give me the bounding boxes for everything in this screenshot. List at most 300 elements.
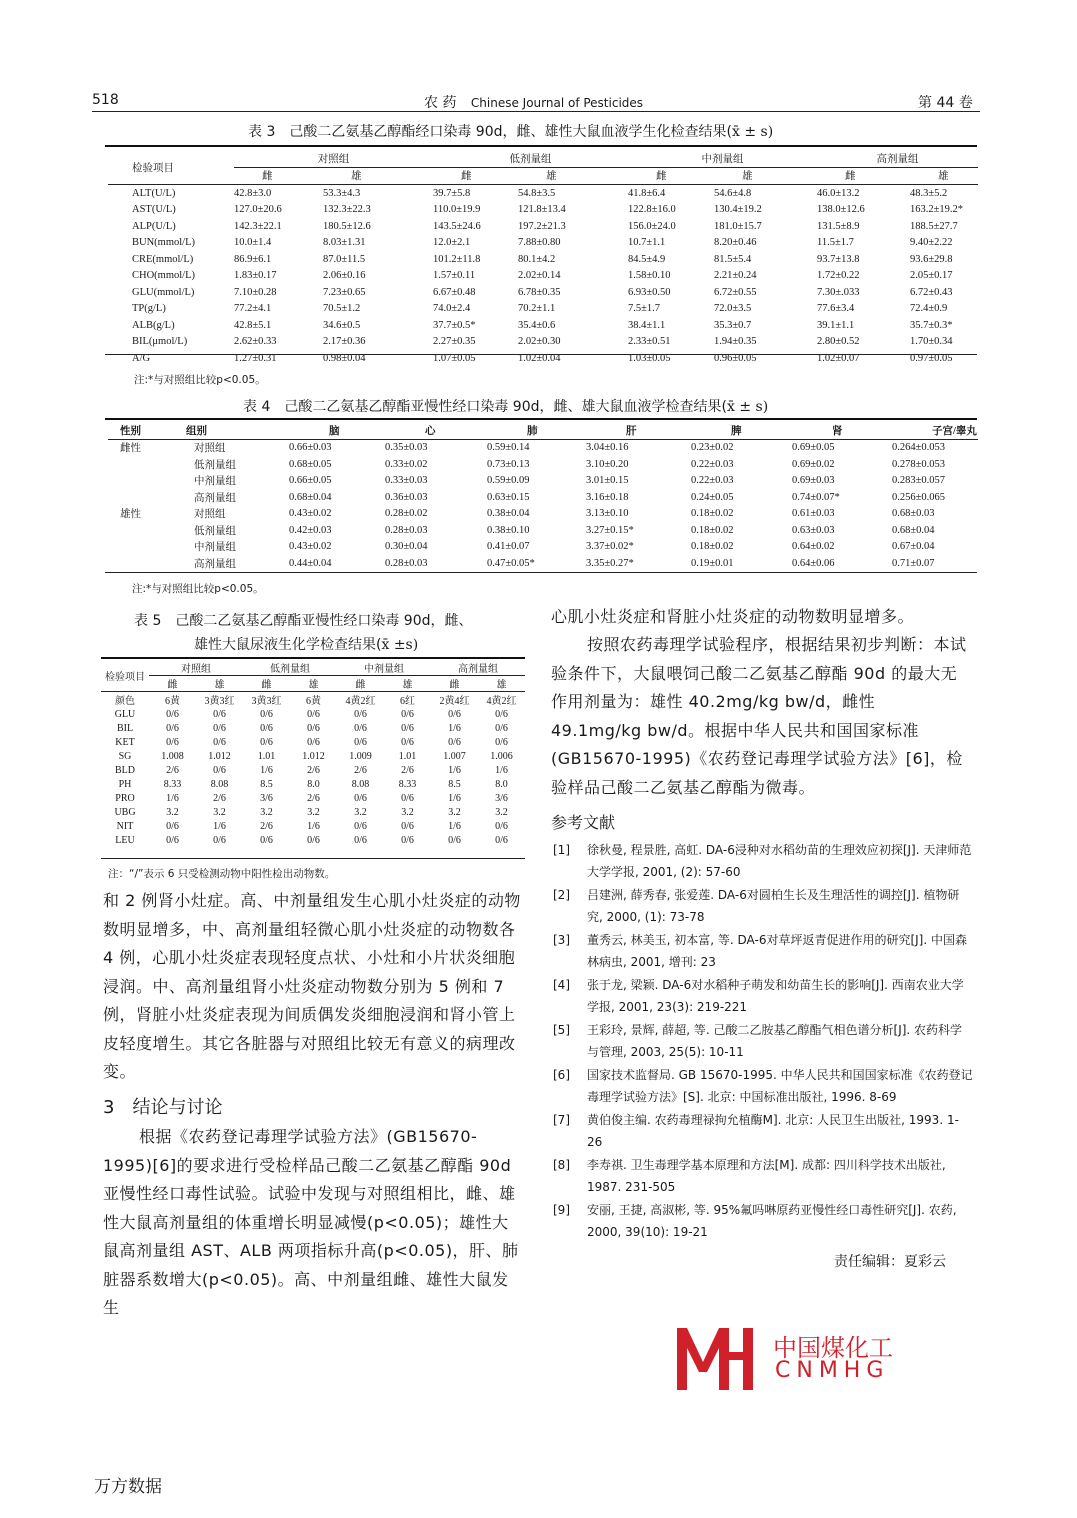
table4-row (108, 539, 978, 556)
table5-cell: 2/6 (166, 764, 179, 776)
table3-row (108, 251, 978, 268)
table4-cell: 3.10±0.20 (586, 458, 629, 470)
table3-group-header: 对照组 (234, 150, 433, 167)
table4-cell: 0.28±0.02 (385, 508, 428, 520)
table4-cell: 3.01±0.15 (586, 475, 629, 487)
table3-cell: 9.40±2.22 (910, 237, 953, 249)
table5-sex-header: 雄 (496, 680, 507, 691)
table3-cell: 188.5±27.7 (910, 220, 958, 232)
table4-cell: 3.04±0.16 (586, 442, 629, 454)
table5-cell: 1.008 (161, 750, 184, 762)
table3-cell: 130.4±19.2 (714, 204, 762, 216)
table5-cell: 0/6 (495, 820, 508, 832)
left-para2: 根据《农药登记毒理学试验方法》(GB15670-1995)[6]的要求进行受检样品己酸二乙氨基乙醇酯 90d 亚慢性经口毒性试验。试验中发现与对照组相比，雌、雄性大鼠高剂量组的体重增长明显减慢(p<0.05)；雄性大鼠高剂量组 AST、ALB 两项指标升高(p<0.05)，肝、肺脏器系数增大(p<0.05)。高、中剂量组雌、雄性大鼠发生 (103, 1127, 519, 1317)
table4-header: 组别 (186, 425, 207, 437)
table4-row (108, 506, 978, 523)
table4-cell (108, 555, 186, 572)
table4-cell: 中剂量组 (194, 476, 236, 488)
logo-cn: 中国煤化工 (773, 1334, 893, 1362)
reference-item (553, 1020, 973, 1063)
reference-item (553, 840, 973, 883)
table5-cell: 8.0 (495, 778, 508, 790)
table5-cell: 0/6 (401, 820, 414, 832)
table3-caption-stat: x̄ ± s) (731, 124, 774, 140)
table3-cell: 81.5±5.4 (714, 253, 752, 265)
table5-top-rule (101, 657, 525, 659)
table3-cell: 2.02±0.30 (518, 336, 561, 348)
table5-cell: 3黄3红 (251, 696, 282, 707)
table3-cell: 6.72±0.43 (910, 286, 953, 298)
table3-caption-text: 表 3 己酸二乙氨基乙醇酯经口染毒 90d，雌、雄性大鼠血液学生化检查结果( (248, 124, 732, 140)
table5-cell: 8.33 (398, 778, 417, 790)
table3-sex-header: 雄 (351, 171, 362, 183)
table3-cell: 93.6±29.8 (910, 253, 953, 265)
table3-cell: 2.17±0.36 (323, 336, 366, 348)
editor: 责任编辑：夏彩云 (834, 1254, 946, 1270)
table4 (108, 422, 978, 572)
table5-item-label: BIL (116, 722, 134, 734)
table5-cell: 1.009 (349, 750, 372, 762)
table3-cell: 2.27±0.35 (433, 336, 476, 348)
table4-cell: 0.63±0.15 (487, 491, 530, 503)
table5-cell: 1/6 (260, 764, 273, 776)
table3-cell: 54.8±3.5 (518, 187, 556, 199)
table5-cell: 0/6 (166, 834, 179, 846)
journal-en: Chinese Journal of Pesticides (470, 96, 644, 110)
table3-cell: 1.27±0.31 (234, 352, 277, 364)
table3-sex-header: 雄 (742, 171, 753, 183)
table3-cell: 7.88±0.80 (518, 237, 561, 249)
table3-row (108, 284, 978, 301)
table4-cell: 0.18±0.02 (691, 541, 734, 553)
table5-cell: 0/6 (307, 722, 320, 734)
table5-cell: 1.01 (398, 750, 417, 762)
table5-cell: 0/6 (495, 736, 508, 748)
table5-row (101, 805, 525, 819)
table3-cell: 1.02±0.07 (817, 352, 860, 364)
table4-row (108, 522, 978, 539)
table4-cell: 0.64±0.06 (792, 557, 835, 569)
table4-header: 心 (425, 425, 436, 437)
table5-cell: 0/6 (307, 736, 320, 748)
table3-cell: 72.4±0.9 (910, 303, 948, 315)
table3-cell: 122.8±16.0 (628, 204, 676, 216)
table5-cell: 0/6 (213, 834, 226, 846)
table4-cell: 3.16±0.18 (586, 491, 629, 503)
page-number: 518 (92, 92, 119, 108)
table3-cell: 6.78±0.35 (518, 286, 561, 298)
table5-cell: 6红 (400, 696, 415, 707)
table4-cell: 0.74±0.07* (792, 491, 840, 503)
table5-cell: 1/6 (166, 792, 179, 804)
table4-cell: 0.68±0.04 (892, 524, 935, 536)
table3-cell: 197.2±21.3 (518, 220, 566, 232)
table3-sex-header: 雌 (845, 171, 856, 183)
table3-cell: 121.8±13.4 (518, 204, 566, 216)
table5-row (101, 735, 525, 749)
table4-cell: 雌性 (120, 443, 141, 455)
logo-en: CNMHG (775, 1358, 890, 1383)
table5-cell: 0/6 (448, 834, 461, 846)
table5-cell: 0/6 (354, 792, 367, 804)
table3-cell: 110.0±19.9 (433, 204, 481, 216)
table3-item-label: GLU(mmol/L) (132, 286, 195, 298)
reference-number: [9] (553, 1203, 570, 1217)
table4-row (108, 473, 978, 490)
table3-cell: 0.98±0.04 (323, 352, 366, 364)
table5-caption-stat: x̄ ±s) (381, 637, 419, 653)
table5-cell: 3.2 (213, 806, 226, 818)
table5-cell: 0/6 (495, 834, 508, 846)
table4-caption-text: 表 4 己酸二乙氨基乙醇酯亚慢性经口染毒 90d，雌、雄大鼠血液学检查结果( (243, 399, 727, 415)
table3-cell: 7.10±0.28 (234, 286, 277, 298)
table4-cell: 0.23±0.02 (691, 442, 734, 454)
table5-cell: 8.08 (351, 778, 370, 790)
table4-cell: 0.64±0.02 (792, 541, 835, 553)
table3-note: 注:*与对照组比较p<0.05。 (134, 374, 266, 386)
table4-cell: 0.283±0.057 (892, 475, 946, 487)
table5-item-label: GLU (114, 708, 136, 720)
table5-sex-header: 雄 (308, 680, 319, 691)
reference-text: 吕建洲, 薛秀春, 张爱莲. DA-6对圆柏生长及生理活性的调控[J]. 植物研究, 2000, (1): 73-78 (587, 888, 960, 924)
table4-cell: 0.33±0.02 (385, 458, 428, 470)
table3-cell: 93.7±13.8 (817, 253, 860, 265)
table5-cell: 2/6 (354, 764, 367, 776)
table5-item-label: KET (115, 736, 135, 748)
table3-cell: 1.94±0.35 (714, 336, 757, 348)
table5-cell: 6黄 (306, 696, 321, 707)
table3-cell: 42.8±5.1 (234, 319, 272, 331)
table4-cell: 3.37±0.02* (586, 541, 634, 553)
table4-cell: 0.42±0.03 (289, 524, 332, 536)
table5-cell: 0/6 (260, 708, 273, 720)
table5-cell: 8.5 (260, 778, 273, 790)
table5-cell: 6黄 (165, 696, 180, 707)
table4-cell: 0.59±0.14 (487, 442, 530, 454)
table5-cell: 1/6 (448, 792, 461, 804)
table5-cell: 0/6 (213, 722, 226, 734)
table5-item-header: 检验项目 (105, 672, 145, 683)
table5-cell: 0/6 (166, 708, 179, 720)
reference-number: [2] (553, 888, 570, 902)
table5-cell: 0/6 (260, 736, 273, 748)
table5-cell: 0/6 (401, 736, 414, 748)
table5-cell: 1/6 (448, 722, 461, 734)
table5-row (101, 819, 525, 833)
reference-text: 董秀云, 林美玉, 初本富, 等. DA-6对草坪返青促进作用的研究[J]. 中国森林病虫, 2001, 增刊: 23 (587, 933, 967, 969)
table3-item-label: TP(g/L) (132, 303, 166, 315)
table4-cell: 高剂量组 (194, 492, 236, 504)
reference-text: 黄伯俊主编. 农药毒理禄拘允植酶M]. 北京: 人民卫生出版社, 1993. 1-26 (587, 1113, 959, 1149)
table5-cell: 0/6 (495, 722, 508, 734)
table4-cell: 3.13±0.10 (586, 508, 629, 520)
table3-cell: 39.1±1.1 (817, 319, 855, 331)
table4-cell: 0.69±0.03 (792, 475, 835, 487)
table4-cell: 对照组 (194, 509, 226, 521)
table4-cell: 0.35±0.03 (385, 442, 428, 454)
table4-cell: 0.22±0.03 (691, 475, 734, 487)
table4-header: 肺 (527, 425, 538, 437)
table3-cell: 84.5±4.9 (628, 253, 666, 265)
table4-header: 肝 (626, 425, 637, 437)
reference-number: [5] (553, 1023, 570, 1037)
table5-cell: 8.0 (307, 778, 320, 790)
table4-cell: 0.28±0.03 (385, 557, 428, 569)
table3-item-label: ALP(U/L) (132, 220, 176, 232)
table4-cell: 3.35±0.27* (586, 557, 634, 569)
table4-cell: 低剂量组 (194, 459, 236, 471)
right-para1: 心肌小灶炎症和肾脏小灶炎症的动物数明显增多。 (551, 607, 915, 626)
table5-item-label: SG (118, 750, 132, 762)
table5-cell: 3黄3红 (204, 696, 235, 707)
table4-cell: 0.43±0.02 (289, 508, 332, 520)
table5-item-label: BLD (115, 764, 135, 776)
table4-cell: 中剂量组 (194, 542, 236, 554)
journal-cn: 农 药 (424, 95, 457, 111)
table4-cell: 0.43±0.02 (289, 541, 332, 553)
table3-cell: 39.7±5.8 (433, 187, 471, 199)
table4-cell: 对照组 (194, 443, 226, 455)
table4-cell: 0.63±0.03 (792, 524, 835, 536)
table5-cell: 2/6 (213, 792, 226, 804)
reference-number: [6] (553, 1068, 570, 1082)
table5-cell: 8.5 (448, 778, 461, 790)
table5-caption-line2-text: 雄性大鼠尿液生化学检查结果( (194, 637, 382, 653)
table5-cell: 3.2 (401, 806, 414, 818)
table5-group-header: 中剂量组 (337, 660, 431, 676)
table4-cell: 雄性 (120, 509, 141, 521)
table4-cell (108, 539, 186, 556)
table3-cell: 53.3±4.3 (323, 187, 361, 199)
table5-item-label: NIT (116, 820, 134, 832)
table5-cell: 1/6 (448, 764, 461, 776)
table4-cell: 0.18±0.02 (691, 524, 734, 536)
table4-cell: 0.47±0.05* (487, 557, 535, 569)
table5-cell: 0/6 (401, 722, 414, 734)
references-list (553, 840, 973, 1245)
table4-cell: 0.73±0.13 (487, 458, 530, 470)
reference-text: 李寿祺. 卫生毒理学基本原理和方法[M]. 成都: 四川科学技术出版社, 1987. 231-505 (587, 1158, 946, 1194)
footer-source: 万方数据 (94, 1477, 162, 1497)
table4-top-rule (105, 418, 977, 420)
table3-top-rule (105, 145, 977, 147)
reference-text: 安丽, 王捷, 高淑彬, 等. 95%氟吗啉原药亚慢性经口毒性研究[J]. 农药, 2000, 39(10): 19-21 (587, 1203, 957, 1239)
table3-row (108, 334, 978, 351)
table5-group-header: 高剂量组 (431, 660, 525, 676)
table4-cell: 0.18±0.02 (691, 508, 734, 520)
table3-cell: 1.07±0.05 (433, 352, 476, 364)
table5-cell: 0/6 (213, 736, 226, 748)
table5-cell: 2/6 (307, 764, 320, 776)
table5-item-label: LEU (115, 834, 135, 846)
table5-row (101, 777, 525, 791)
table3-cell: 1.57±0.11 (433, 270, 476, 282)
table3-cell: 48.3±5.2 (910, 187, 948, 199)
table3-item-label: A/G (132, 352, 151, 364)
table3-cell: 8.03±1.31 (323, 237, 366, 249)
reference-text: 徐秋曼, 程景胜, 高虹. DA-6浸种对水稻幼苗的生理效应初探[J]. 天津师范大学学报, 2001, (2): 57-60 (587, 843, 972, 879)
table3-row (108, 268, 978, 285)
table5-cell: 2/6 (260, 820, 273, 832)
table5-caption-line2 (194, 634, 418, 654)
table4-row (108, 456, 978, 473)
table4-cell: 0.66±0.05 (289, 475, 332, 487)
table4-cell: 0.28±0.03 (385, 524, 428, 536)
table5-caption-line1: 表 5 己酸二乙氨基乙醇酯亚慢性经口染毒 90d，雌、 (134, 613, 473, 629)
table4-cell: 0.68±0.05 (289, 458, 332, 470)
table3-cell: 0.97±0.05 (910, 352, 953, 364)
table3-cell: 181.0±15.7 (714, 220, 762, 232)
table5-cell: 8.08 (210, 778, 229, 790)
table5-row (101, 749, 525, 763)
table4-cell: 低剂量组 (194, 525, 236, 537)
table3-cell: 54.6±4.8 (714, 187, 752, 199)
table5-item-label: UBG (114, 806, 136, 818)
table5-note: 注：“/”表示 6 只受检测动物中阳性检出动物数。 (108, 868, 336, 880)
table3-cell: 7.23±0.65 (323, 286, 366, 298)
table3-bottom-rule (105, 354, 977, 355)
table3-cell: 74.0±2.4 (433, 303, 471, 315)
table3-item-label: BIL(μmol/L) (132, 336, 188, 348)
table3-cell: 7.5±1.7 (628, 303, 661, 315)
table3-cell: 1.03±0.05 (628, 352, 671, 364)
table5-sex-header: 雌 (355, 680, 366, 691)
table4-cell: 0.38±0.04 (487, 508, 530, 520)
cnmhg-logo-icon (677, 1322, 757, 1390)
table3-cell: 2.02±0.14 (518, 270, 561, 282)
table4-cell (108, 473, 186, 490)
table4-cell: 高剂量组 (194, 558, 236, 570)
table3-cell: 142.3±22.1 (234, 220, 282, 232)
table4-cell (108, 522, 186, 539)
table3-row (108, 235, 978, 252)
table5 (101, 660, 525, 847)
table3-cell: 101.2±11.8 (433, 253, 481, 265)
table3-cell: 11.5±1.7 (817, 237, 854, 249)
table3-cell: 132.3±22.3 (323, 204, 371, 216)
table4-note: 注:*与对照组比较p<0.05。 (132, 583, 264, 595)
table3-cell: 86.9±6.1 (234, 253, 272, 265)
table5-bottom-rule (101, 858, 525, 859)
table3-item-label: CRE(mmol/L) (132, 253, 194, 265)
table3-cell: 180.5±12.6 (323, 220, 371, 232)
table5-cell: 2黄4红 (439, 696, 470, 707)
table5-cell: 1.012 (302, 750, 325, 762)
table5-row (101, 791, 525, 805)
table5-cell: 0/6 (354, 834, 367, 846)
table3-row (108, 350, 978, 367)
table3 (108, 150, 978, 367)
table4-cell (108, 489, 186, 506)
table3-cell: 1.72±0.22 (817, 270, 860, 282)
volume: 第 44 卷 (918, 95, 973, 111)
table4-cell: 0.61±0.03 (792, 508, 835, 520)
table5-row (101, 707, 525, 721)
table4-row (108, 439, 978, 456)
table5-sex-header: 雌 (167, 680, 178, 691)
table5-cell: 3.2 (166, 806, 179, 818)
table4-row (108, 489, 978, 506)
table4-cell: 0.264±0.053 (892, 442, 946, 454)
table5-item-label: 颜色 (115, 696, 135, 707)
header-rule (92, 111, 980, 112)
table3-cell: 163.2±19.2* (910, 204, 964, 216)
table5-cell: 3.2 (354, 806, 367, 818)
reference-item (553, 1200, 973, 1243)
table5-group-header: 对照组 (149, 660, 243, 676)
table5-cell: 2/6 (401, 764, 414, 776)
table5-cell: 0/6 (307, 708, 320, 720)
table5-cell: 0/6 (213, 764, 226, 776)
table3-cell: 37.7±0.5* (433, 319, 476, 331)
reference-text: 国家技术监督局. GB 15670-1995. 中华人民共和国国家标准《农药登记毒理学试验方法》[S]. 北京: 中国标准出版社, 1996. 8-69 (587, 1068, 973, 1104)
table3-sex-header: 雌 (461, 171, 472, 183)
table5-item-label: PRO (115, 792, 135, 804)
table4-cell: 0.22±0.03 (691, 458, 734, 470)
table3-cell: 6.93±0.50 (628, 286, 671, 298)
table5-row (101, 692, 525, 708)
table3-cell: 35.3±0.7 (714, 319, 752, 331)
table5-cell: 0/6 (166, 722, 179, 734)
reference-text: 王彩玲, 景辉, 薛超, 等. 己酸二乙胺基乙醇酯气相色谱分析[J]. 农药科学与管理, 2003, 25(5): 10-11 (587, 1023, 963, 1059)
table3-cell: 8.20±0.46 (714, 237, 757, 249)
table5-cell: 1/6 (448, 820, 461, 832)
table3-cell: 72.0±3.5 (714, 303, 752, 315)
table5-row (101, 833, 525, 847)
table5-cell: 8.33 (163, 778, 182, 790)
table5-row (101, 763, 525, 777)
table5-cell: 3/6 (495, 792, 508, 804)
table3-cell: 2.06±0.16 (323, 270, 366, 282)
table5-cell: 2/6 (307, 792, 320, 804)
table3-item-label: ALB(g/L) (132, 319, 175, 331)
table3-cell: 0.96±0.05 (714, 352, 757, 364)
table4-cell: 0.69±0.05 (792, 442, 835, 454)
table5-cell: 0/6 (401, 834, 414, 846)
table5-sex-header: 雄 (402, 680, 413, 691)
table5-group-header: 低剂量组 (243, 660, 337, 676)
table3-sex-header: 雌 (656, 171, 667, 183)
table5-sex-header: 雌 (449, 680, 460, 691)
reference-item (553, 930, 973, 973)
table3-cell: 1.70±0.34 (910, 336, 953, 348)
table5-cell: 1.006 (490, 750, 513, 762)
table5-cell: 0/6 (213, 708, 226, 720)
right-para2: 按照农药毒理学试验程序，根据结果初步判断：本试验条件下，大鼠喂饲己酸二乙氨基乙醇酯 90d 的最大无作用剂量为：雄性 40.2mg/kg bw/d，雌性 49.1mg/kg bw/d。根据中华人民共和国国家标准(GB15670-1995)《农药登记毒理学试验方法》[6]，检验样品己酸二乙氨基乙醇酯为微毒。 (551, 635, 967, 797)
table4-cell: 0.19±0.01 (691, 557, 734, 569)
table3-group-header: 中剂量组 (628, 150, 817, 167)
table3-cell: 2.05±0.17 (910, 270, 953, 282)
table4-header: 子宫/睾丸 (932, 425, 977, 437)
table5-cell: 0/6 (354, 722, 367, 734)
table4-cell: 0.71±0.07 (892, 557, 935, 569)
table5-cell: 1.01 (257, 750, 276, 762)
table3-cell: 2.62±0.33 (234, 336, 277, 348)
reference-item (553, 1155, 973, 1198)
table5-cell: 0/6 (448, 736, 461, 748)
table5-cell: 0/6 (354, 736, 367, 748)
table3-row (108, 301, 978, 318)
table4-header: 肾 (832, 425, 843, 437)
table4-header: 脾 (731, 425, 742, 437)
table5-cell: 0/6 (495, 708, 508, 720)
table5-cell: 0/6 (401, 708, 414, 720)
table4-cell: 0.66±0.03 (289, 442, 332, 454)
table5-cell: 3.2 (448, 806, 461, 818)
table3-cell: 35.7±0.3* (910, 319, 953, 331)
table4-cell: 0.69±0.02 (792, 458, 835, 470)
table3-cell: 38.4±1.1 (628, 319, 666, 331)
